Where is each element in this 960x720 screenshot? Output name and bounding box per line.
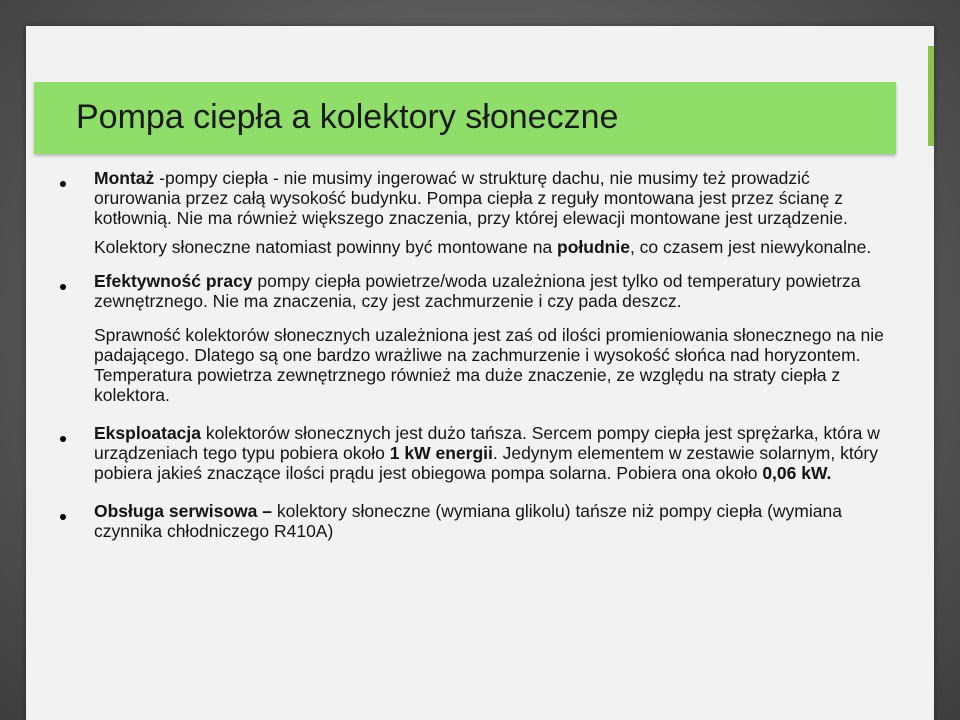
bullet-montaz [60, 168, 900, 228]
accent-bar [928, 46, 934, 146]
efektywnosc-paragraph [94, 271, 900, 311]
montaz-heading: Montaż [94, 168, 155, 188]
kolektory-text-a: Kolektory słoneczne natomiast powinny być montowane na [94, 237, 558, 257]
eksploatacja-text-c: . Jedynym elementem w zestawie solarnym, który pobiera jakieś znaczące ilości prądu jest obiegowa pompa solarna. Pobiera ona około [94, 443, 878, 483]
montaz-paragraph [94, 168, 900, 228]
title-band [34, 82, 896, 154]
slide-content [60, 168, 900, 541]
eksploatacja-heading: Eksploatacja [94, 423, 201, 443]
slide-title: Pompa ciepła a kolektory słoneczne [76, 98, 619, 136]
eksploatacja-pump-power: 0,06 kW. [762, 463, 832, 483]
eksploatacja-text-a: kolektorów słonecznych jest dużo tańsza. Sercem pompy ciepła jest sprężarka, która w urządzeniach tego typu pobiera około [94, 423, 880, 463]
sub-kolektory [60, 237, 900, 257]
kolektory-text-b: , co czasem jest niewykonalne. [629, 237, 872, 257]
eksploatacja-paragraph [94, 423, 900, 483]
serwis-heading: Obsługa serwisowa – [94, 501, 272, 521]
sub-sprawnosc [60, 325, 900, 405]
serwis-text: kolektory słoneczne (wymiana glikolu) tańsze niż pompy ciepła (wymiana czynnika chłodniczego R410A) [94, 501, 842, 541]
bullet-serwis [60, 501, 900, 541]
bullet-eksploatacja [60, 423, 900, 483]
sprawnosc-paragraph: Sprawność kolektorów słonecznych uzależniona jest zaś od ilości promieniowania słonecznego na nie padającego. Dlatego są one bardzo wrażliwe na zachmurzenie i wysokość słońca nad horyzontem. Temperatura powietrza zewnętrznego również ma duże znaczenie, ze względu na straty ciepła z kolektora. [94, 325, 884, 405]
efektywnosc-text: pompy ciepła powietrze/woda uzależniona jest tylko od temperatury powietrza zewnętrznego. Nie ma znaczenia, czy jest zachmurzenie i czy pada deszcz. [94, 271, 861, 311]
kolektory-bold: południe [557, 237, 630, 257]
bullet-efektywnosc [60, 271, 900, 311]
efektywnosc-heading: Efektywność pracy [94, 271, 253, 291]
serwis-paragraph [94, 501, 900, 541]
montaz-text: -pompy ciepła - nie musimy ingerować w strukturę dachu, nie musimy też prowadzić orurowania przez całą wysokość budynku. Pompa ciepła z reguły montowana jest przez ścianę z kotłownią. Nie ma również większego znaczenia, przy której elewacji montowane jest urządzenie. [94, 168, 848, 228]
eksploatacja-energy: 1 kW energii [389, 443, 493, 463]
kolektory-paragraph [94, 237, 900, 257]
